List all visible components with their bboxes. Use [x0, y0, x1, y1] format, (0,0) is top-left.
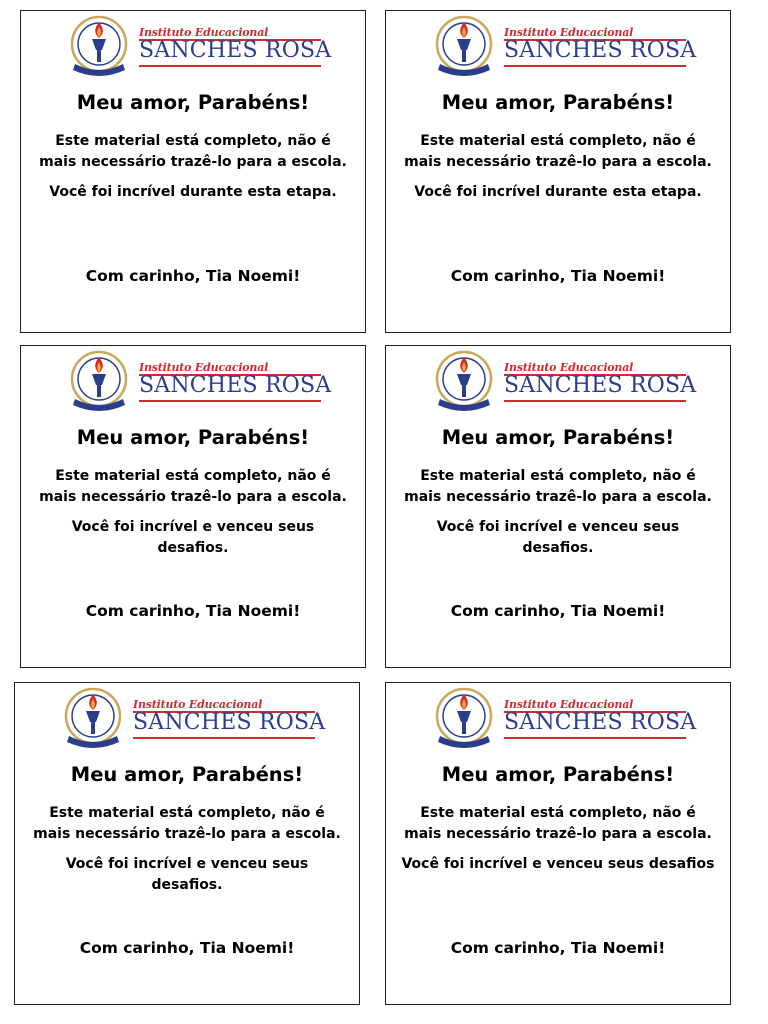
school-logo [434, 14, 697, 80]
institute-label: Instituto Educacional [504, 26, 634, 39]
logo-rule-bottom [139, 400, 321, 402]
card-heading: Meu amor, Parabéns! [76, 91, 310, 114]
card-message-2: Você foi incrível e venceu seus desafios. [65, 856, 309, 893]
card-body [35, 466, 351, 568]
note-card-4 [385, 345, 731, 668]
school-logo [69, 14, 332, 80]
card-heading: Meu amor, Parabéns! [70, 763, 304, 786]
card-message-1: Este material está completo, não é mais necessário trazê-lo para a escola. [404, 805, 712, 842]
school-name: SANCHES ROSA [133, 710, 326, 735]
school-logo [434, 686, 697, 752]
card-body [400, 466, 716, 568]
card-message-1: Este material está completo, não é mais necessário trazê-lo para a escola. [404, 133, 712, 170]
card-signature: Com carinho, Tia Noemi! [450, 939, 666, 957]
note-card-5 [14, 682, 360, 1005]
logo-rule-bottom [504, 737, 686, 739]
card-body [400, 131, 716, 213]
torch-seal-icon [434, 14, 498, 80]
torch-seal-icon [69, 349, 133, 415]
card-heading: Meu amor, Parabéns! [76, 426, 310, 449]
institute-label: Instituto Educacional [139, 361, 269, 374]
institute-label: Instituto Educacional [133, 698, 263, 711]
card-message-1: Este material está completo, não é mais necessário trazê-lo para a escola. [404, 468, 712, 505]
card-signature: Com carinho, Tia Noemi! [450, 602, 666, 620]
institute-label: Instituto Educacional [504, 698, 634, 711]
card-body [35, 131, 351, 213]
logo-rule-bottom [133, 737, 315, 739]
card-signature: Com carinho, Tia Noemi! [450, 267, 666, 285]
card-message-2: Você foi incrível durante esta etapa. [414, 184, 702, 200]
logo-rule-bottom [504, 400, 686, 402]
card-signature: Com carinho, Tia Noemi! [85, 602, 301, 620]
logo-rule-bottom [139, 65, 321, 67]
card-signature: Com carinho, Tia Noemi! [79, 939, 295, 957]
school-logo [63, 686, 326, 752]
card-heading: Meu amor, Parabéns! [441, 763, 675, 786]
torch-seal-icon [434, 349, 498, 415]
school-name: SANCHES ROSA [504, 710, 697, 735]
institute-label: Instituto Educacional [139, 26, 269, 39]
school-name: SANCHES ROSA [504, 38, 697, 63]
torch-seal-icon [69, 14, 133, 80]
card-message-2: Você foi incrível e venceu seus desafios. [71, 519, 315, 556]
note-card-3 [20, 345, 366, 668]
school-name: SANCHES ROSA [139, 373, 332, 398]
card-message-1: Este material está completo, não é mais necessário trazê-lo para a escola. [39, 133, 347, 170]
card-heading: Meu amor, Parabéns! [441, 91, 675, 114]
card-signature: Com carinho, Tia Noemi! [85, 267, 301, 285]
card-message-2: Você foi incrível durante esta etapa. [49, 184, 337, 200]
card-body [29, 803, 345, 905]
torch-seal-icon [434, 686, 498, 752]
logo-rule-bottom [504, 65, 686, 67]
torch-seal-icon [63, 686, 127, 752]
card-body [400, 803, 716, 885]
school-name: SANCHES ROSA [504, 373, 697, 398]
school-logo [69, 349, 332, 415]
school-name: SANCHES ROSA [139, 38, 332, 63]
card-message-1: Este material está completo, não é mais necessário trazê-lo para a escola. [39, 468, 347, 505]
card-message-2: Você foi incrível e venceu seus desafios. [436, 519, 680, 556]
note-card-1 [20, 10, 366, 333]
card-message-2: Você foi incrível e venceu seus desafios [401, 856, 715, 872]
card-message-1: Este material está completo, não é mais necessário trazê-lo para a escola. [33, 805, 341, 842]
note-card-2 [385, 10, 731, 333]
school-logo [434, 349, 697, 415]
institute-label: Instituto Educacional [504, 361, 634, 374]
note-card-6 [385, 682, 731, 1005]
card-heading: Meu amor, Parabéns! [441, 426, 675, 449]
